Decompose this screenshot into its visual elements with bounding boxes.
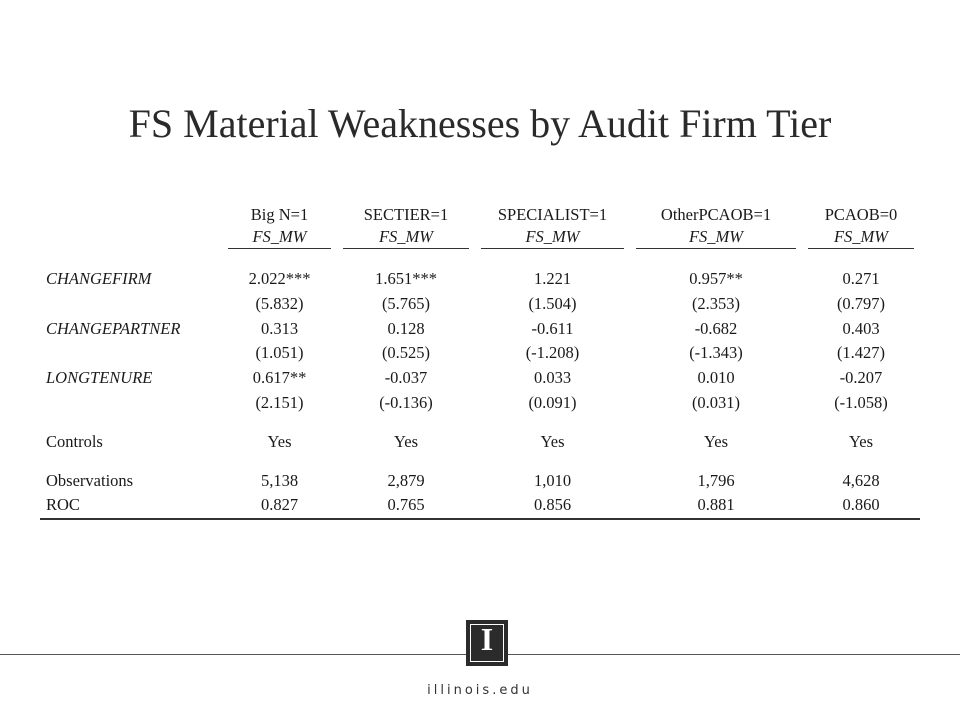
- row-label: Controls: [46, 431, 103, 451]
- university-logo: [466, 620, 508, 666]
- tstat-cell: (0.031): [691, 392, 741, 412]
- table-row-changefirm-tstat: [40, 292, 920, 317]
- coefficient-cell: 0.313: [260, 318, 299, 338]
- coefficient-cell: -0.611: [531, 318, 574, 338]
- tstat-cell: (-1.343): [689, 343, 743, 363]
- coefficient-cell: 0.403: [842, 318, 880, 338]
- dependent-variable: FS_MW: [481, 226, 624, 249]
- column-header: OtherPCAOB=1: [660, 205, 772, 224]
- tstat-cell: (1.427): [836, 343, 886, 363]
- coefficient-cell: 0.010: [697, 368, 735, 388]
- corner-cell: [40, 202, 222, 226]
- table-cell: 0.827: [222, 493, 337, 519]
- coefficient-cell: 0.957**: [689, 269, 743, 288]
- column-header: PCAOB=0: [824, 205, 898, 224]
- table-cell: 0.881: [630, 493, 802, 519]
- coefficient-cell: 1.221: [533, 269, 572, 288]
- column-header: SECTIER=1: [363, 205, 449, 224]
- table-cell: Yes: [848, 431, 873, 451]
- table-row-roc: [40, 493, 920, 519]
- table-cell: 4,628: [842, 470, 880, 490]
- row-label: Observations: [46, 470, 134, 490]
- row-label: CHANGEFIRM: [46, 269, 152, 288]
- table-cell: 0.860: [802, 493, 920, 519]
- coefficient-cell: 0.128: [387, 318, 425, 338]
- dependent-variable: FS_MW: [808, 226, 914, 249]
- table-row-longtenure-tstat: [40, 391, 920, 416]
- coefficient-cell: 1.651***: [375, 269, 437, 288]
- corner-cell: [40, 226, 222, 253]
- table-cell: 1,010: [533, 470, 572, 490]
- coefficient-cell: -0.207: [839, 368, 883, 388]
- tstat-cell: (0.091): [528, 392, 577, 412]
- table-cell: 0.856: [475, 493, 630, 519]
- tstat-cell: (5.832): [255, 293, 304, 313]
- coefficient-cell: 0.033: [533, 368, 572, 388]
- row-label: LONGTENURE: [46, 368, 153, 388]
- tstat-cell: (1.504): [528, 293, 577, 313]
- table-cell: Yes: [267, 431, 292, 451]
- tstat-cell: (2.353): [691, 293, 741, 313]
- column-header-row: [40, 202, 920, 226]
- table-cell: 2,879: [387, 470, 425, 490]
- table-row-controls: [40, 430, 920, 455]
- dependent-variable-row: [40, 226, 920, 253]
- table-cell: Yes: [540, 431, 565, 451]
- table-cell: 0.765: [337, 493, 475, 519]
- dependent-variable: FS_MW: [228, 226, 331, 249]
- table-cell: 5,138: [260, 470, 299, 490]
- table-row-changefirm: [40, 267, 920, 292]
- table-row-changepartner: [40, 317, 920, 342]
- column-header: Big N=1: [250, 205, 309, 224]
- tstat-cell: (-1.208): [525, 343, 580, 363]
- table-cell: 1,796: [697, 470, 735, 490]
- coefficient-cell: 0.271: [842, 269, 880, 288]
- table-row-changepartner-tstat: [40, 341, 920, 366]
- table-row-observations: [40, 469, 920, 494]
- logo-letter: I: [480, 621, 494, 657]
- table-cell: Yes: [703, 431, 728, 451]
- tstat-cell: (0.797): [836, 293, 886, 313]
- coefficient-cell: 0.617**: [252, 368, 307, 388]
- slide-title: FS Material Weaknesses by Audit Firm Tier: [128, 101, 832, 146]
- tstat-cell: (0.525): [381, 343, 431, 363]
- coefficient-cell: -0.682: [694, 318, 738, 338]
- tstat-cell: (1.051): [255, 343, 304, 363]
- footer-site-url: illinois.edu: [427, 683, 533, 698]
- tstat-cell: (-0.136): [379, 392, 433, 412]
- row-label: CHANGEPARTNER: [46, 318, 181, 338]
- table-cell: Yes: [393, 431, 418, 451]
- coefficient-cell: -0.037: [384, 368, 428, 388]
- regression-table: [40, 202, 920, 520]
- dependent-variable: FS_MW: [636, 226, 796, 249]
- dependent-variable: FS_MW: [343, 226, 469, 249]
- tstat-cell: (2.151): [255, 392, 304, 412]
- table-row-longtenure: [40, 366, 920, 391]
- column-header: SPECIALIST=1: [497, 205, 608, 224]
- tstat-cell: (5.765): [381, 293, 431, 313]
- tstat-cell: (-1.058): [834, 392, 888, 412]
- row-label: ROC: [40, 493, 222, 519]
- coefficient-cell: 2.022***: [248, 269, 311, 288]
